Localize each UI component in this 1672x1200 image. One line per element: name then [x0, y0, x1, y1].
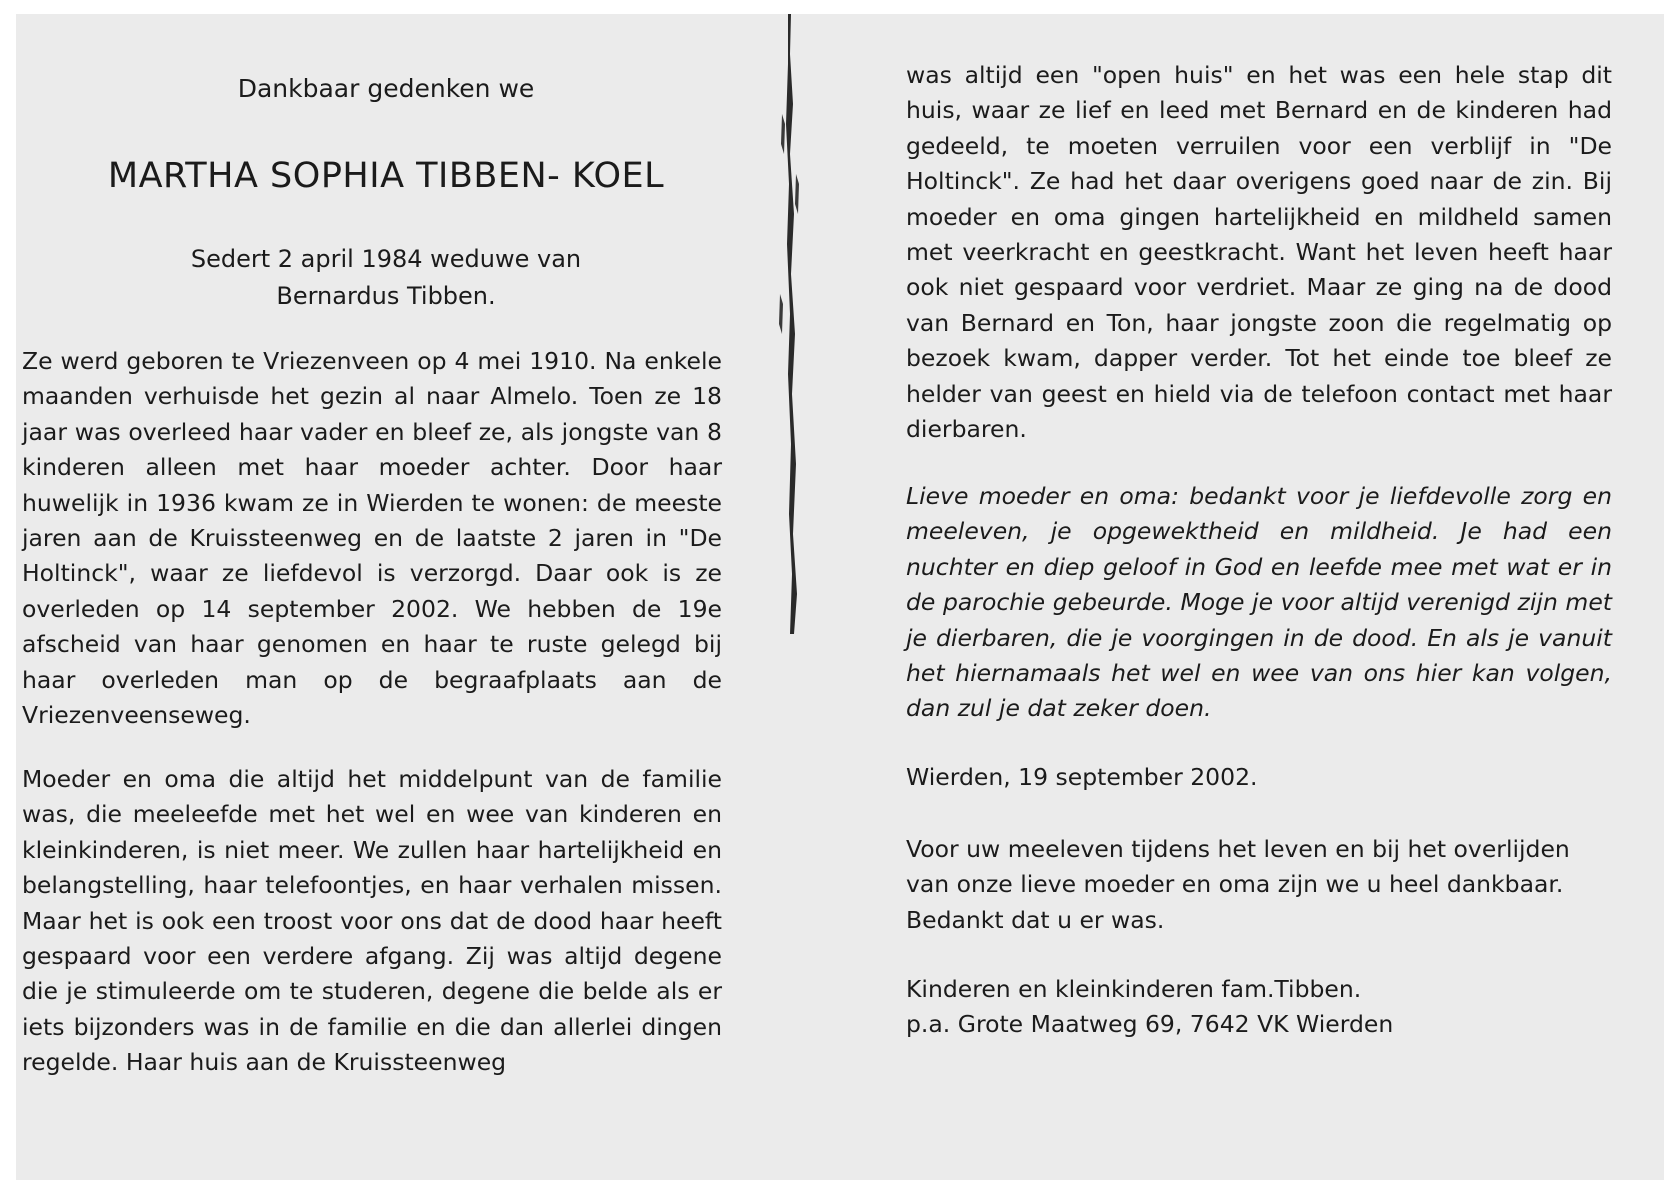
thanks-line-1: Voor uw meeleven tijdens het leven en bij het overlijden — [906, 835, 1570, 863]
signature-block — [906, 972, 1612, 1043]
continuation-paragraph: was altijd een "open huis" en het was een hele stap dit huis, waar ze lief en leed met Bernard en de kinderen had gedeeld, te moeten verruilen voor een verblijf in "De Holtinck". Ze had het daar overigens goed naar de zin. Bij moeder en oma gingen hartelijkheid en mildheld samen met veerkracht en geestkracht. Want het leven heeft haar ook niet gespaard voor verdriet. Maar ze ging na de dood van Bernard en Ton, haar jongste zoon die regelmatig op bezoek kwam, dapper verder. Tot het einde toe bleef ze helder van geest en hield via de telefoon contact met haar dierbaren. — [906, 61, 1612, 444]
deceased-name: MARTHA SOPHIA TIBBEN- KOEL — [107, 156, 665, 196]
right-page — [806, 14, 1664, 1180]
farewell-paragraph: Lieve moeder en oma: bedankt voor je liefdevolle zorg en meeleven, je opgewektheid en mildheid. Je had een nuchter en diep geloof in God en leefde mee met wat er in de parochie gebeurde. Moge je voor altijd verenigd zijn met je dierbaren, die je voorgingen in de dood. En als je vanuit het hiernamaals het wel en wee van ons hier kan volgen, dan zul je dat zeker doen. — [906, 482, 1612, 723]
center-fold-mark — [778, 14, 800, 674]
biography-paragraph: Ze werd geboren te Vriezenveen op 4 mei 1910. Na enkele maanden verhuisde het gezin al naar Almelo. Toen ze 18 jaar was overleed haar vader en bleef ze, als jongste van 8 kinderen alleen met haar moeder achter. Door haar huwelijk in 1936 kwam ze in Wierden te wonen: de meeste jaren aan de Kruissteenweg en de laatste 2 jaren in "De Holtinck", waar ze liefdevol is verzorgd. Daar ook is ze overleden op 14 september 2002. We hebben de 19e afscheid van haar genomen en haar te ruste gelegd bij haar overleden man op de begraafplaats aan de Vriezenveenseweg. — [22, 347, 722, 730]
address-line: p.a. Grote Maatweg 69, 7642 VK Wierden — [906, 1010, 1394, 1039]
intro-heading: Dankbaar gedenken we — [237, 74, 535, 103]
memory-paragraph: Moeder en oma die altijd het middelpunt van de familie was, die meeleefde met het wel en wee van kinderen en kleinkinderen, is niet meer. We zullen haar hartelijkheid en belangstelling, haar telefoontjes, en haar verhalen missen. Maar het is ook een troost voor ons dat de dood haar heeft gespaard voor een verdere afgang. Zij was altijd degene die je stimuleerde om te studeren, degene die belde als er iets bijzonders was in de familie en die dan allerlei dingen regelde. Haar huis aan de Kruissteenweg — [22, 765, 722, 1077]
place-date: Wierden, 19 september 2002. — [906, 763, 1258, 791]
widow-notice — [16, 241, 756, 315]
thanks-line-3: Bedankt dat u er was. — [906, 905, 1165, 934]
widow-line-1: Sedert 2 april 1984 weduwe van — [190, 245, 582, 273]
thanks-block — [906, 832, 1612, 938]
widow-line-2: Bernardus Tibben. — [276, 282, 496, 310]
left-page — [16, 14, 806, 1180]
memorial-card — [16, 14, 1664, 1180]
signature-line: Kinderen en kleinkinderen fam.Tibben. — [906, 975, 1362, 1003]
thanks-line-2: van onze lieve moeder en oma zijn we u heel dankbaar. — [906, 870, 1564, 899]
